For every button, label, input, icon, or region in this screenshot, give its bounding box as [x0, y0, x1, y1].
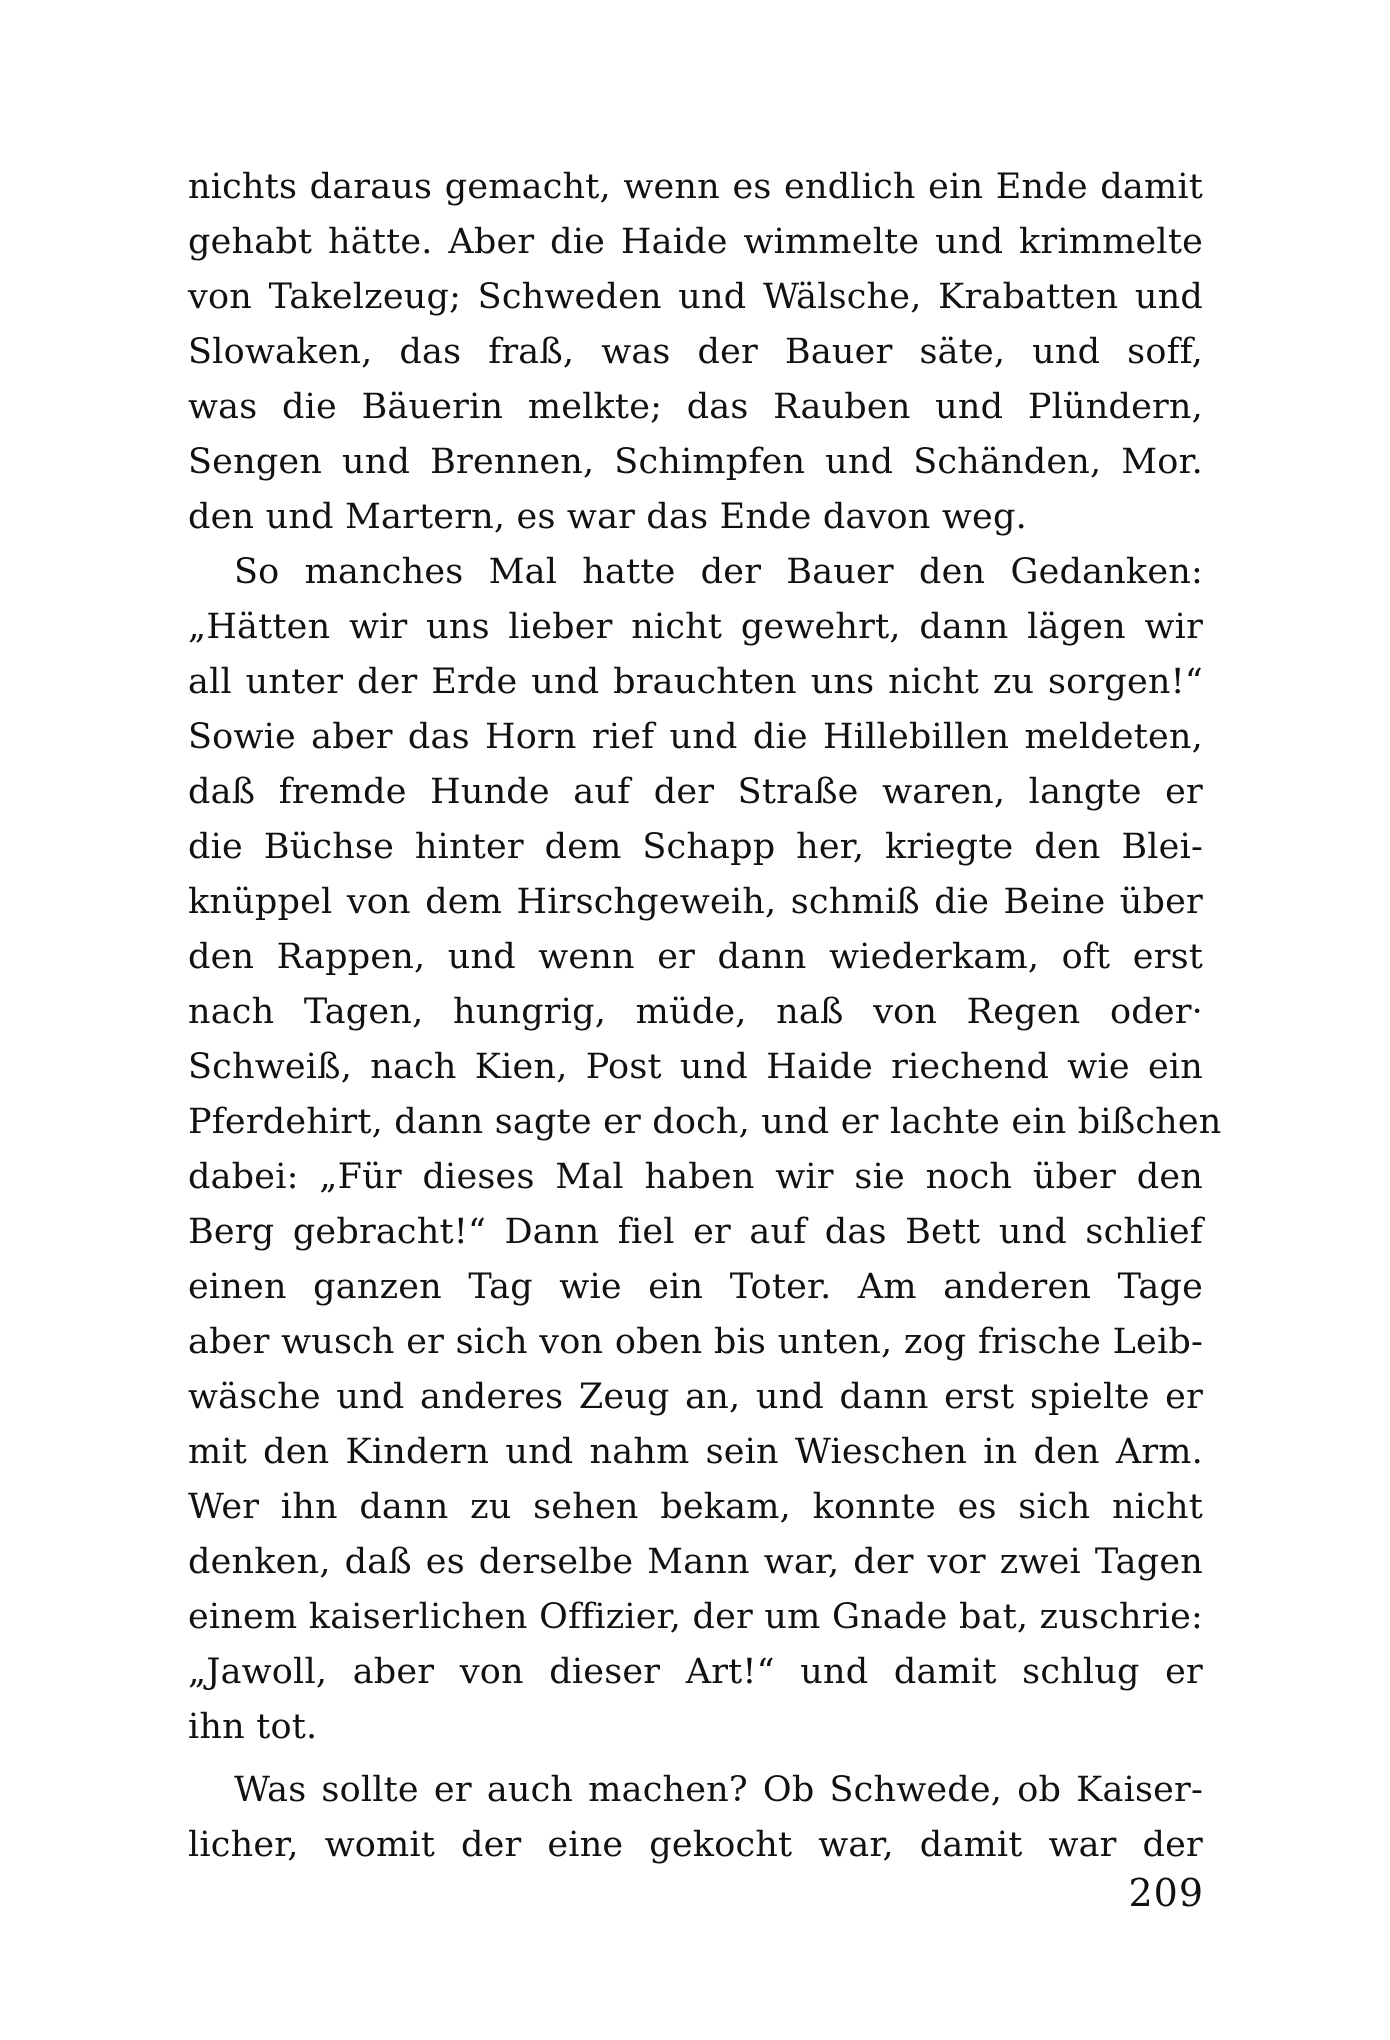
text-line: nach Tagen, hungrig, müde, naß von Regen oder·: [188, 992, 1203, 1032]
text-line: Berg gebracht!“ Dann fiel er auf das Bett und schlief: [188, 1212, 1203, 1252]
text-line: dabei: „Für dieses Mal haben wir sie noch über den: [188, 1157, 1203, 1197]
text-line: nichts daraus gemacht, wenn es endlich ein Ende damit: [188, 167, 1203, 207]
text-line: gehabt hätte. Aber die Haide wimmelte und krimmelte: [188, 222, 1203, 262]
text-line: Schweiß, nach Kien, Post und Haide riechend wie ein: [188, 1047, 1203, 1087]
text-line: den Rappen, und wenn er dann wiederkam, oft erst: [188, 937, 1203, 977]
text-line: all unter der Erde und brauchten uns nicht zu sorgen!“: [188, 662, 1203, 702]
paragraph-start-line: So manches Mal hatte der Bauer den Gedanken:: [234, 552, 1203, 592]
text-line: einem kaiserlichen Offizier, der um Gnade bat, zuschrie:: [188, 1597, 1203, 1637]
body-text: [188, 160, 1222, 1873]
text-line: Sowie aber das Horn rief und die Hillebillen meldeten,: [188, 717, 1203, 757]
text-line: was die Bäuerin melkte; das Rauben und Plündern,: [188, 387, 1203, 427]
text-line: denken, daß es derselbe Mann war, der vor zwei Tagen: [188, 1542, 1203, 1582]
text-line: mit den Kindern und nahm sein Wieschen in den Arm.: [188, 1432, 1203, 1472]
text-line: einen ganzen Tag wie ein Toter. Am anderen Tage: [188, 1267, 1203, 1307]
text-line: ihn tot.: [188, 1707, 318, 1747]
text-line: Sengen und Brennen, Schimpfen und Schänden, Mor.: [188, 442, 1203, 482]
paragraph-gap: [188, 1755, 1203, 1763]
text-line: die Büchse hinter dem Schapp her, kriegte den Blei-: [188, 827, 1203, 867]
paragraph-start-line: Was sollte er auch machen? Ob Schwede, ob Kaiser-: [234, 1770, 1203, 1810]
text-line: daß fremde Hunde auf der Straße waren, langte er: [188, 772, 1203, 812]
page-number: 209: [1128, 1871, 1204, 1915]
text-line: von Takelzeug; Schweden und Wälsche, Krabatten und: [188, 277, 1203, 317]
text-line: wäsche und anderes Zeug an, und dann erst spielte er: [188, 1377, 1203, 1417]
text-line: Pferdehirt, dann sagte er doch, und er lachte ein bißchen: [188, 1102, 1222, 1142]
text-line: licher, womit der eine gekocht war, damit war der: [188, 1825, 1203, 1865]
text-line: „Hätten wir uns lieber nicht gewehrt, dann lägen wir: [188, 607, 1203, 647]
text-line: „Jawoll, aber von dieser Art!“ und damit schlug er: [188, 1652, 1203, 1692]
text-line: knüppel von dem Hirschgeweih, schmiß die Beine über: [188, 882, 1203, 922]
text-line: Slowaken, das fraß, was der Bauer säte, und soff,: [188, 332, 1203, 372]
text-line: Wer ihn dann zu sehen bekam, konnte es sich nicht: [188, 1487, 1203, 1527]
text-line: den und Martern, es war das Ende davon weg.: [188, 497, 1027, 537]
text-line: aber wusch er sich von oben bis unten, zog frische Leib-: [188, 1322, 1203, 1362]
